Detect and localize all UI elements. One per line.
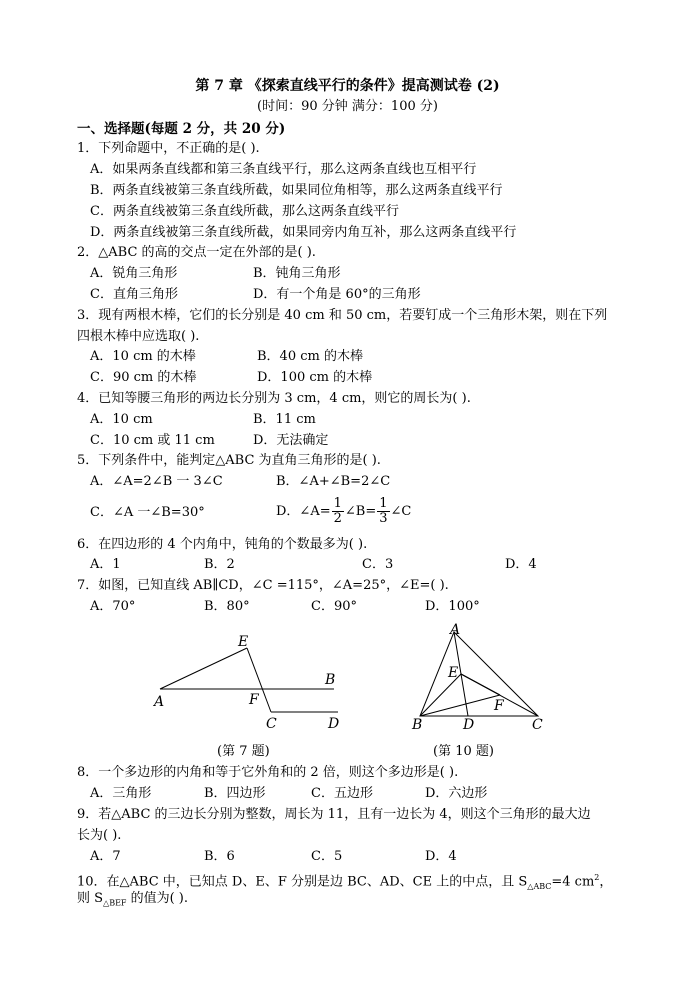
label-e: E — [238, 634, 249, 650]
label-d: D — [463, 717, 475, 732]
figure-7 — [150, 632, 350, 737]
triangle-abc — [420, 632, 538, 716]
q9-option-b: B．6 — [204, 849, 235, 864]
q8-option-c: C．五边形 — [311, 786, 373, 801]
q9-stem-line1: 9．若△ABC 的三边长分别为整数，周长为 11，且有一边长为 4，则这个三角形的最大边 — [77, 807, 591, 822]
q7-option-a: A．70° — [90, 599, 136, 614]
figure-7-caption: (第 7 题) — [217, 744, 270, 759]
label-b: B — [325, 672, 336, 688]
q6-option-b: B．2 — [204, 557, 235, 572]
label-a: A — [450, 622, 461, 638]
q3-stem-line2: 四根木棒中应选取( ). — [77, 329, 200, 344]
segment-ae — [160, 648, 247, 689]
q10-stem-line2 — [77, 890, 188, 913]
q5-option-c: C．∠A 一∠B=30° — [90, 505, 205, 520]
q5-option-a: A．∠A=2∠B 一 3∠C — [90, 474, 223, 489]
q8-option-d: D．六边形 — [425, 786, 488, 801]
q2-option-b: B．钝角三角形 — [253, 266, 341, 281]
q4-option-b: B．11 cm — [253, 412, 316, 427]
q1-option-b: B．两条直线被第三条直线所截，如果同位角相等，那么这两条直线平行 — [90, 183, 503, 198]
q1-stem: 1．下列命题中，不正确的是( ). — [77, 141, 260, 156]
q10-line1-text: 10．在△ABC 中，已知点 D、E、F 分别是边 BC、AD、CE 上的中点，且 S — [77, 874, 528, 890]
page-subtitle: (时间：90 分钟 满分：100 分) — [257, 99, 438, 114]
label-c: C — [266, 716, 277, 732]
q8-option-a: A．三角形 — [90, 786, 152, 801]
q8-option-b: B．四边形 — [204, 786, 266, 801]
figure-10-caption: (第 10 题) — [433, 744, 494, 759]
q9-option-d: D．4 — [425, 849, 457, 864]
q1-option-c: C．两条直线被第三条直线所截，那么这两条直线平行 — [90, 204, 399, 219]
q1-option-d: D．两条直线被第三条直线所截，如果同旁内角互补，那么这两条直线平行 — [90, 225, 517, 240]
q9-option-c: C．5 — [311, 849, 343, 864]
label-a: A — [154, 694, 165, 710]
label-d: D — [328, 716, 340, 732]
q5-stem: 5．下列条件中，能判定△ABC 为直角三角形的是( ). — [77, 453, 381, 468]
q2-option-d: D．有一个角是 60°的三角形 — [253, 287, 421, 302]
q9-option-a: A．7 — [90, 849, 121, 864]
q10-line2-text: 则 S — [77, 891, 104, 906]
q10-area-subscript: △ABC — [527, 881, 552, 891]
label-e: E — [448, 665, 459, 681]
fraction-third — [377, 497, 389, 526]
q10-area-value: =4 cm — [551, 874, 595, 890]
q5-option-b: B．∠A+∠B=2∠C — [276, 474, 391, 489]
q4-option-a: A．10 cm — [90, 412, 153, 427]
q8-stem: 8．一个多边形的内角和等于它外角和的 2 倍，则这个多边形是( ). — [77, 765, 459, 780]
q7-stem: 7．如图，已知直线 AB∥CD，∠C =115°，∠A=25°，∠E=( ). — [77, 578, 449, 593]
q1-option-a: A．如果两条直线都和第三条直线平行，那么这两条直线也互相平行 — [90, 162, 477, 177]
q10-line1-end: ， — [599, 874, 613, 890]
fraction-denominator: 2 — [333, 511, 342, 526]
q4-option-c: C．10 cm 或 11 cm — [90, 433, 215, 448]
fraction-half — [332, 497, 344, 526]
q7-option-b: B．80° — [204, 599, 250, 614]
q9-stem-line2: 长为( ). — [77, 828, 122, 843]
q6-option-c: C．3 — [362, 557, 394, 572]
q10-area-unit-exponent: 2 — [594, 873, 600, 882]
q10-bef-subscript: △BEF — [103, 898, 127, 908]
q4-stem: 4．已知等腰三角形的两边长分别为 3 cm，4 cm，则它的周长为( ). — [77, 391, 471, 406]
q6-option-a: A．1 — [90, 557, 121, 572]
q2-stem: 2．△ABC 的高的交点一定在外部的是( ). — [77, 245, 316, 260]
q5-d-middle: ∠B= — [344, 504, 377, 519]
q2-option-c: C．直角三角形 — [90, 287, 178, 302]
fraction-denominator: 3 — [379, 511, 388, 526]
q3-option-a: A．10 cm 的木棒 — [90, 349, 196, 364]
q6-option-d: D．4 — [505, 557, 537, 572]
fraction-numerator: 1 — [379, 496, 388, 511]
q6-stem: 6．在四边形的 4 个内角中，钝角的个数最多为( ). — [77, 537, 368, 552]
q7-option-d: D．100° — [425, 599, 480, 614]
segment-ef — [461, 674, 500, 695]
q7-option-c: C．90° — [311, 599, 357, 614]
q5-d-prefix: D．∠A= — [276, 504, 331, 519]
q10-line2-end: 的值为( ). — [126, 891, 189, 906]
segment-bf — [420, 695, 500, 716]
q5-d-suffix: ∠C — [390, 504, 412, 519]
q3-option-b: B．40 cm 的木棒 — [257, 349, 363, 364]
q3-option-d: D．100 cm 的木棒 — [257, 370, 373, 385]
page-title: 第 7 章 《探索直线平行的条件》提高测试卷 (2) — [195, 78, 500, 94]
q4-option-d: D．无法确定 — [253, 433, 329, 448]
fraction-numerator: 1 — [333, 496, 342, 511]
label-b: B — [412, 717, 423, 732]
label-c: C — [532, 717, 543, 732]
q2-option-a: A．锐角三角形 — [90, 266, 178, 281]
figure-10 — [408, 622, 548, 732]
q3-stem-line1: 3．现有两根木棒，它们的长分别是 40 cm 和 50 cm，若要钉成一个三角形木架，则在下列 — [77, 308, 608, 323]
label-f: F — [494, 698, 504, 714]
q3-option-c: C．90 cm 的木棒 — [90, 370, 197, 385]
q5-option-d — [276, 492, 411, 532]
section-heading: 一、选择题(每题 2 分，共 20 分) — [77, 121, 286, 137]
label-f: F — [249, 692, 259, 708]
